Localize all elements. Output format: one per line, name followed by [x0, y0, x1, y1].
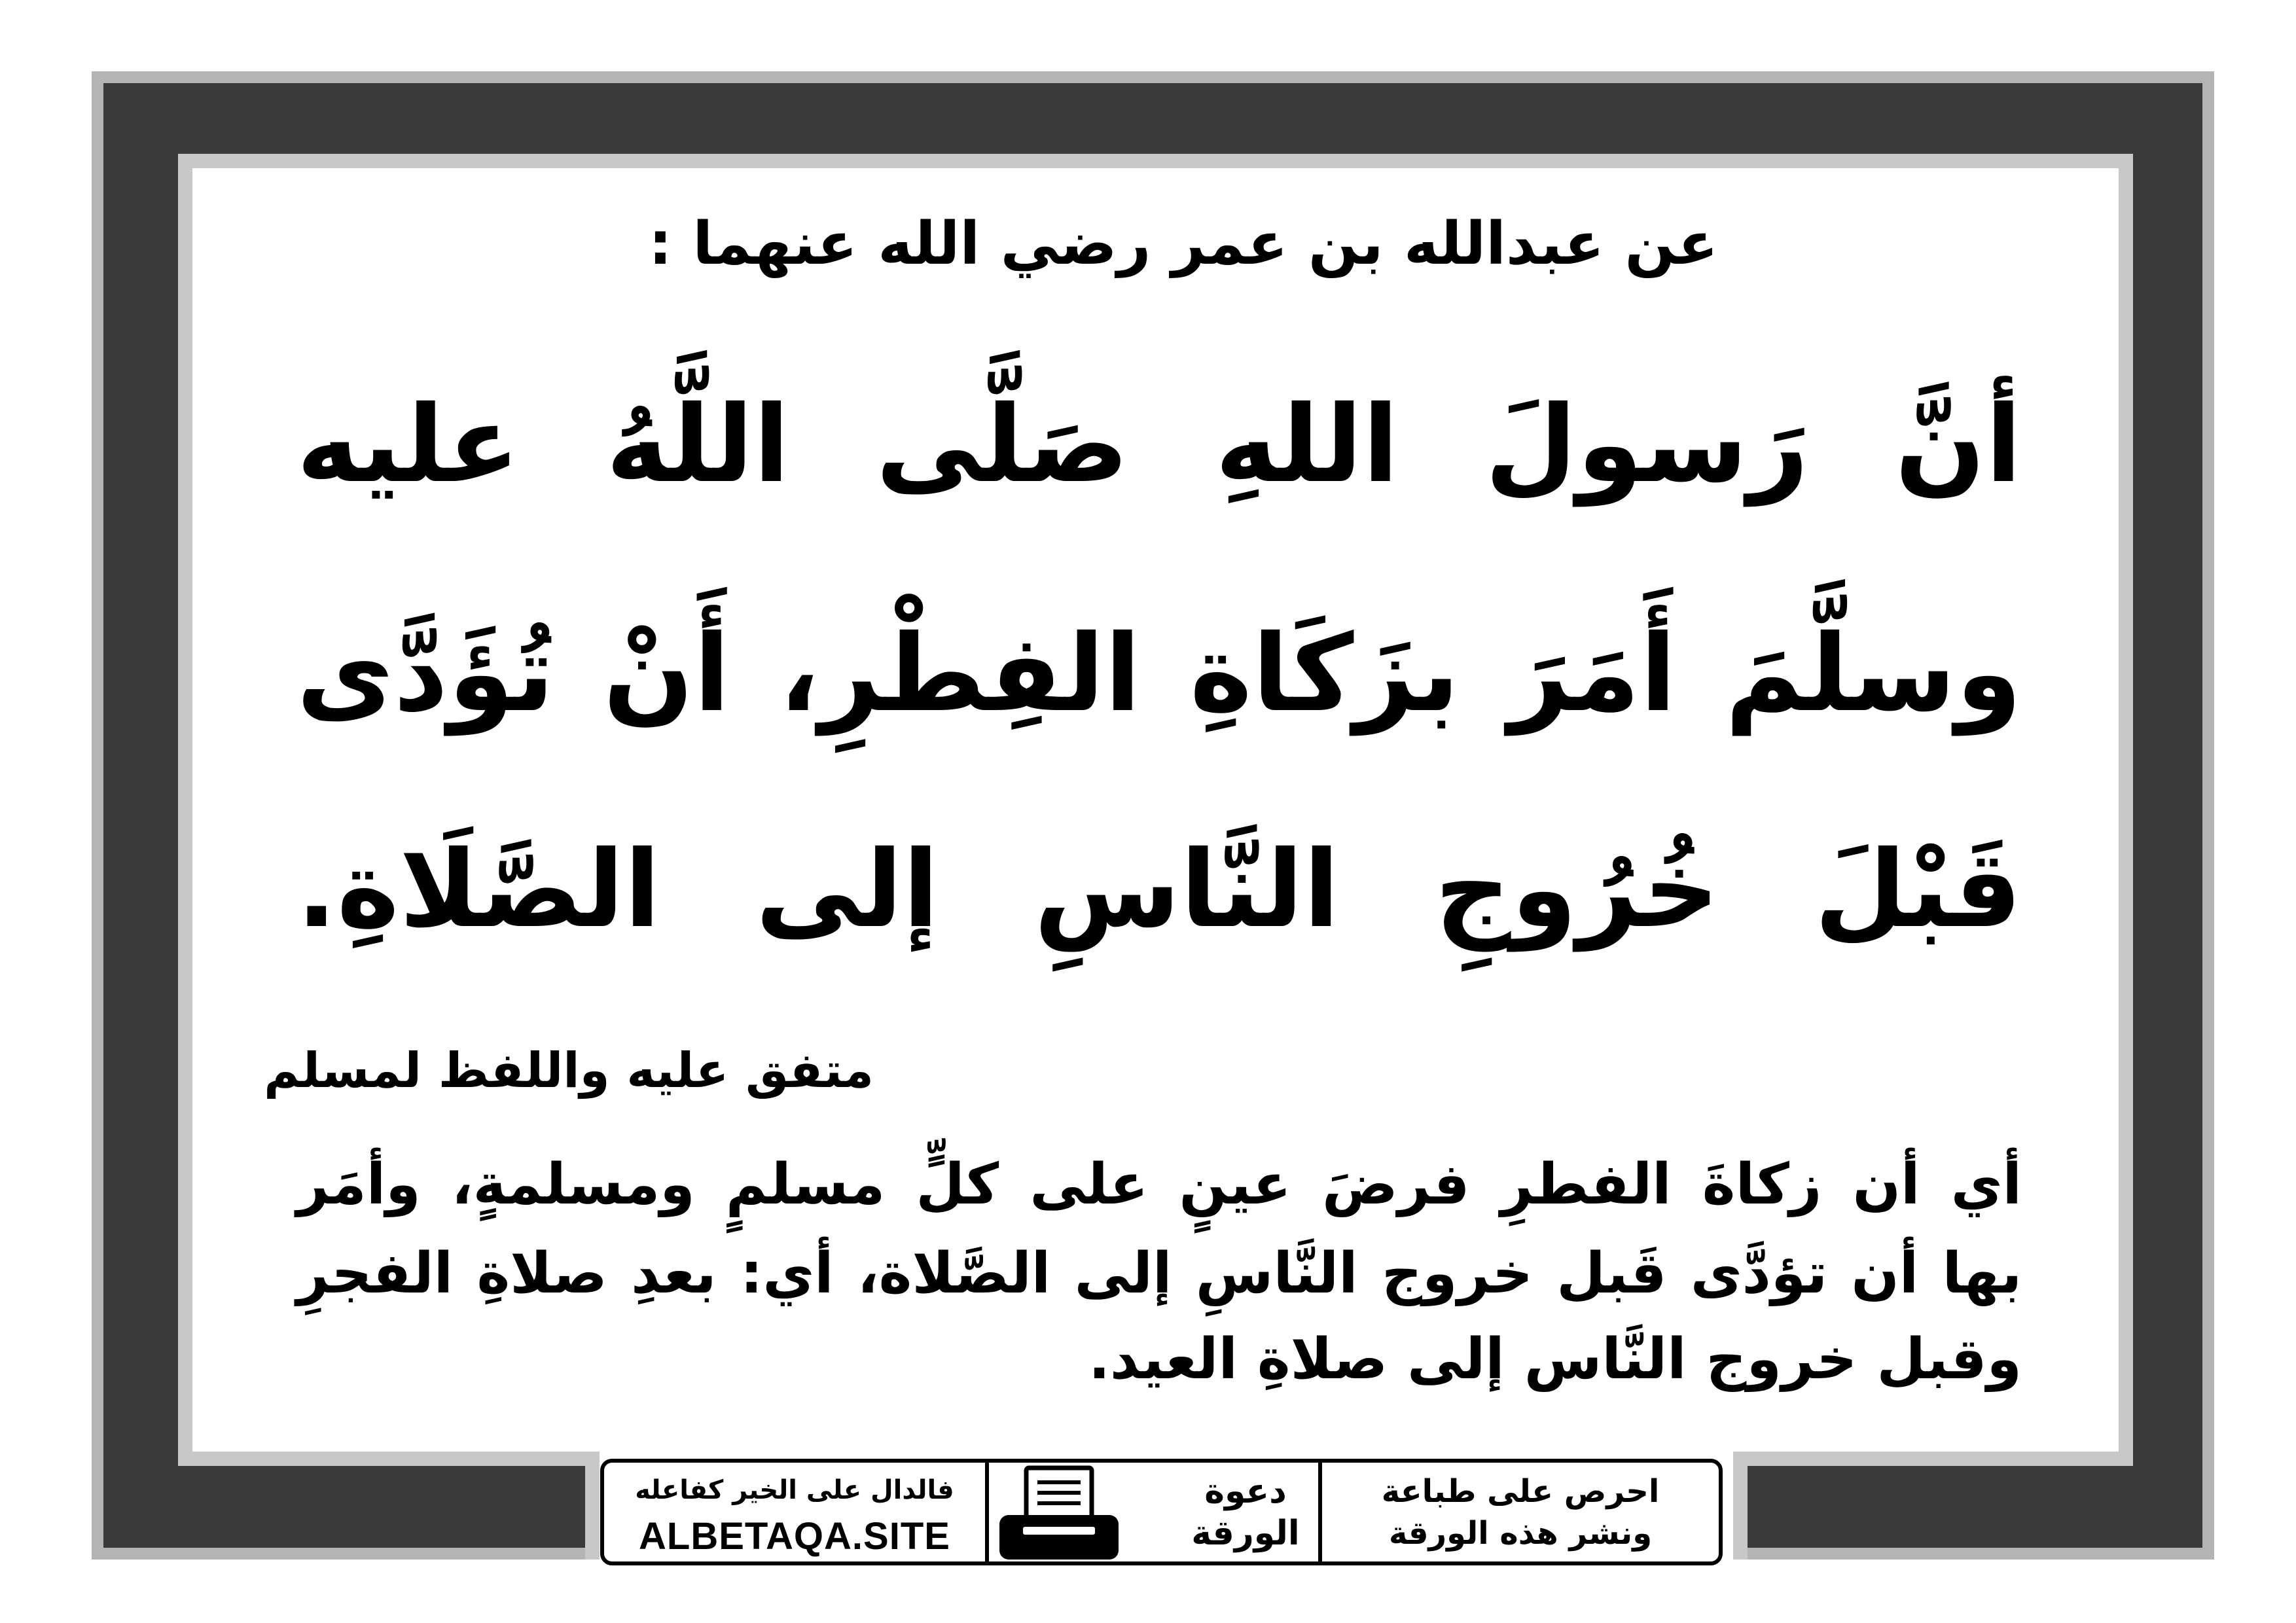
footer-site: ALBETAQA.SITE [639, 1515, 950, 1558]
footer-call-line-2: ونشر هذه الورقة [1388, 1515, 1653, 1552]
footer-call-line-1: احرص على طباعة [1381, 1473, 1660, 1510]
printer-body [999, 1515, 1119, 1560]
hadith-source: متفق عليه واللفظ لمسلم [264, 1043, 874, 1099]
hadith-line: قَبْلَ خُرُوجِ النَّاسِ إلى الصَّلَاةِ. [296, 829, 2022, 952]
footer-proverb: فالدال على الخير كفاعله [635, 1475, 954, 1505]
explanation-line: وقبل خروج النَّاس إلى صلاةِ العيد. [1088, 1327, 2022, 1392]
footer-divider [985, 1463, 989, 1561]
hadith-line: وسلَّمَ أَمَرَ بزَكَاةِ الفِطْرِ، أَنْ تُؤَدَّى [296, 613, 2022, 736]
footer-bar [600, 1459, 1723, 1565]
explanation-line: بها أن تؤدَّى قَبل خروج النَّاسِ إلى الصَّلاة، أي: بعدِ صلاةِ الفجرِ [296, 1241, 2022, 1306]
narrator-line: عن عبدالله بن عمر رضي الله عنهما : [648, 209, 1718, 278]
printer-paper [1026, 1468, 1092, 1523]
logo-word-top: دعوة [1204, 1472, 1287, 1511]
daawat-alwaraqa-logo [1180, 1467, 1311, 1558]
hadith-line: أنَّ رَسولَ اللهِ صَلَّى اللَّهُ عليه [296, 383, 2022, 507]
printer-slot [1023, 1527, 1095, 1535]
printer-icon [997, 1464, 1121, 1562]
logo-word-bottom: الورقة [1191, 1514, 1300, 1553]
explanation-line: أي أن زكاةَ الفطرِ فرضَ عينٍ على كلٍّ مسلمٍ ومسلمةٍ، وأمَر [296, 1152, 2022, 1217]
